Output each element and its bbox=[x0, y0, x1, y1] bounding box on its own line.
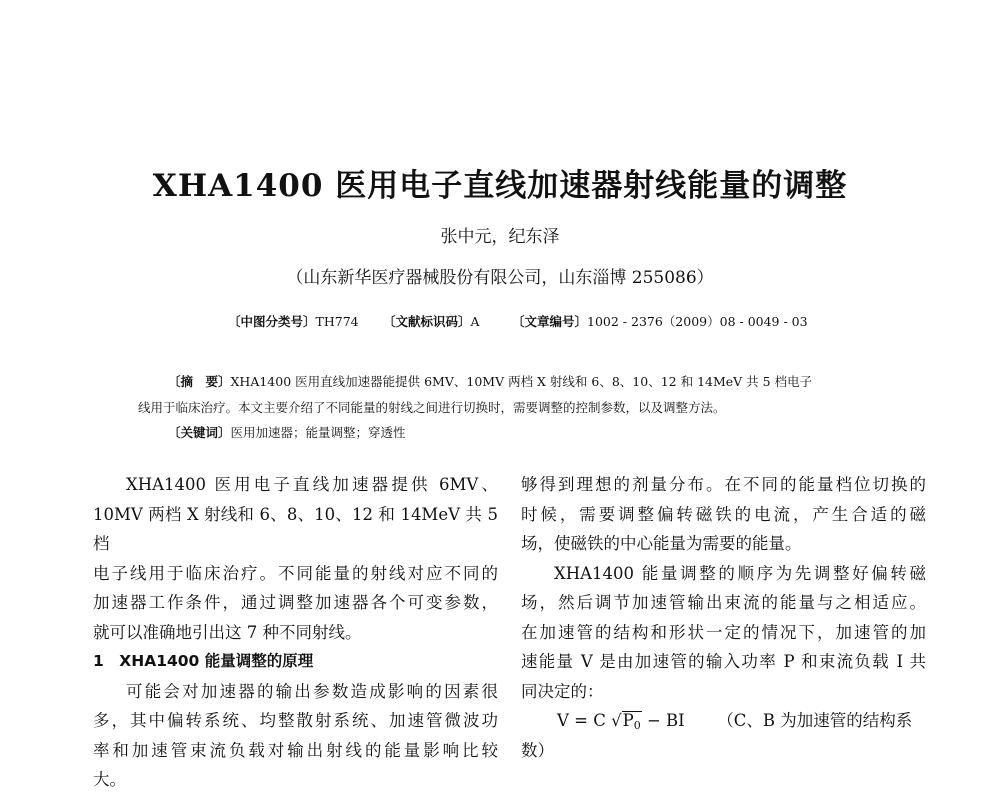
body-line: 多，其中偏转系统、均整散射系统、加速管微波功 bbox=[93, 711, 498, 730]
body-line: 同决定的： bbox=[521, 681, 604, 701]
body-line: XHA1400 能量调整的顺序为先调整好偏转磁 bbox=[554, 563, 926, 583]
body-line: 就可以准确地引出这 7 种不同射线。 bbox=[93, 622, 362, 642]
authors: 张中元，纪东泽 bbox=[440, 227, 560, 247]
clc-label: 〔中图分类号〕 bbox=[228, 314, 316, 329]
body-line: 速能量 V 是由加速管的输入功率 P 和束流负载 I 共 bbox=[521, 652, 926, 671]
abstract-line-1 bbox=[168, 372, 812, 390]
formula-rhs: − BI bbox=[641, 711, 685, 730]
article-number bbox=[512, 312, 808, 330]
left-column bbox=[93, 470, 498, 795]
abstract-text-1: XHA1400 医用直线加速器能提供 6MV、10MV 两档 X 射线和 6、8、10、12 和 14MeV 共 5 档电子 bbox=[230, 374, 813, 389]
article-no-label: 〔文章编号〕 bbox=[512, 314, 588, 329]
document-code bbox=[383, 312, 480, 330]
keywords bbox=[168, 423, 406, 441]
abstract-line-2: 线用于临床治疗。本文主要介绍了不同能量的射线之间进行切换时，需要调整的控制参数，以及调整方法。 bbox=[138, 400, 726, 415]
clc-number bbox=[228, 312, 359, 330]
body-line: 10MV 两档 X 射线和 6、8、10、12 和 14MeV 共 5 档 bbox=[93, 504, 498, 553]
body-line: 场，然后调节加速管输出束流的能量与之相适应。 bbox=[521, 593, 926, 612]
body-line: 够得到理想的剂量分布。在不同的能量档位切换的 bbox=[521, 475, 926, 494]
body-line: 大。 bbox=[93, 770, 126, 789]
radicand-subscript: 0 bbox=[633, 719, 641, 732]
formula-lhs: V = C bbox=[557, 711, 606, 730]
body-line: XHA1400 医用电子直线加速器提供 6MV、 bbox=[126, 475, 498, 494]
paper-title: XHA1400 医用电子直线加速器射线能量的调整 bbox=[152, 168, 848, 204]
body-line: 电子线用于临床治疗。不同能量的射线对应不同的 bbox=[93, 563, 498, 583]
section-heading: 1 XHA1400 能量调整的原理 bbox=[93, 652, 314, 670]
body-line: 时候，需要调整偏转磁铁的电流，产生合适的磁 bbox=[521, 504, 926, 524]
formula bbox=[521, 706, 926, 736]
abstract-label: 〔摘 要〕 bbox=[168, 374, 231, 389]
body-line: 在加速管的结构和形状一定的情况下，加速管的加 bbox=[521, 622, 926, 642]
body-line: 率和加速管束流负载对输出射线的能量影响比较 bbox=[93, 740, 498, 760]
sqrt-symbol: √ bbox=[611, 711, 622, 730]
body-line: 加速器工作条件，通过调整加速器各个可变参数， bbox=[93, 593, 498, 612]
clc-value: TH774 bbox=[315, 314, 359, 329]
doc-code-label: 〔文献标识码〕 bbox=[383, 314, 471, 329]
body-line: 场，使磁铁的中心能量为需要的能量。 bbox=[521, 534, 802, 553]
doc-code-value: A bbox=[470, 314, 480, 329]
article-no-value: 1002 - 2376（2009）08 - 0049 - 03 bbox=[587, 314, 808, 329]
formula-radicand bbox=[622, 711, 642, 734]
keywords-value: 医用加速器；能量调整；穿透性 bbox=[230, 425, 406, 440]
body-line: 可能会对加速器的输出参数造成影响的因素很 bbox=[126, 681, 498, 701]
radicand-letter: P bbox=[622, 711, 634, 730]
affiliation: （山东新华医疗器械股份有限公司，山东淄博 255086） bbox=[286, 268, 714, 288]
formula-note: （C、B 为加速管的结构系 bbox=[717, 711, 913, 730]
keywords-label: 〔关键词〕 bbox=[168, 425, 231, 440]
body-line: 数） bbox=[521, 740, 554, 760]
right-column bbox=[521, 470, 926, 765]
